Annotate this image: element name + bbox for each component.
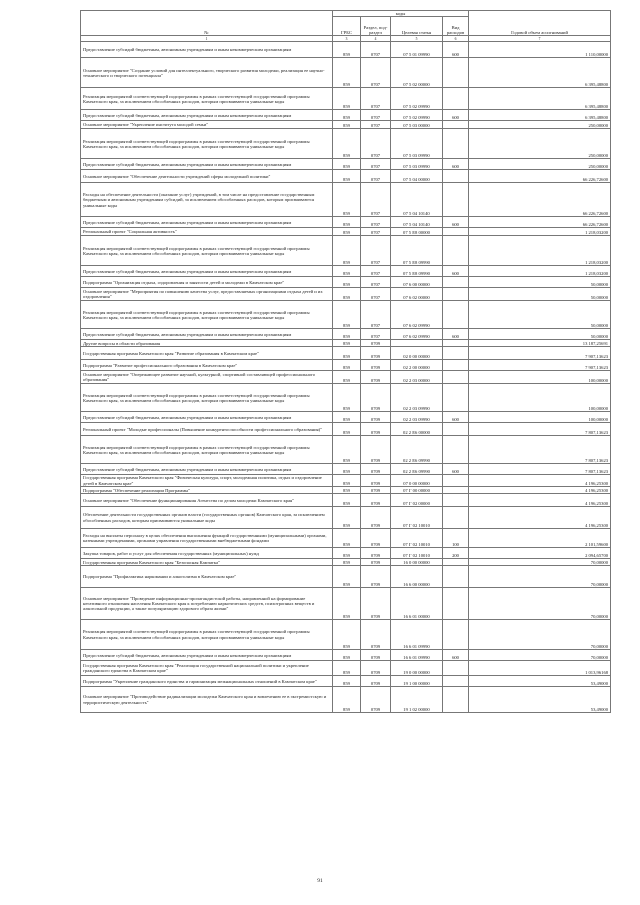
row-amount: 66 226,72600 [469, 217, 611, 228]
row-grbs: 859 [333, 360, 361, 371]
table-row [81, 42, 611, 58]
table-row [81, 661, 611, 676]
row-target-article: 16 6 00 00000 [391, 566, 443, 588]
row-grbs: 859 [333, 340, 361, 347]
row-name: Реализация мероприятий соответствующей подпрограммы в рамках соответствующей государственной программы Камчатского края, за исключением обособленных расходов, которым присваиваются уникальные коды [81, 129, 333, 159]
row-grbs: 859 [333, 288, 361, 301]
row-grbs: 859 [333, 588, 361, 620]
row-expense-type: 600 [443, 217, 469, 228]
table-row [81, 360, 611, 371]
row-amount: 100,00000 [469, 371, 611, 384]
row-razdel: 0709 [361, 676, 391, 687]
row-target-article: 02 2 00 00000 [391, 360, 443, 371]
row-grbs: 859 [333, 475, 361, 487]
row-target-article: 19 0 00 00000 [391, 661, 443, 676]
table-row [81, 494, 611, 507]
row-name: Подпрограмма "Обеспечение реализации Программы" [81, 487, 333, 494]
row-name: Предоставление субсидий бюджетным, автономным учреждениям и иным некоммерческим организациям [81, 159, 333, 170]
row-target-article: 16 6 01 09990 [391, 650, 443, 661]
row-name: Предоставление субсидий бюджетным, автономным учреждениям и иным некоммерческим организациям [81, 110, 333, 121]
row-target-article: 07 5 E8 09990 [391, 266, 443, 277]
row-grbs: 859 [333, 559, 361, 566]
table-row [81, 588, 611, 620]
row-name: Обеспечение деятельности государственных органов власти (государственных органов) Камчатского края, за исключением обособленных расходов, которым присваиваются уникальные коды [81, 507, 333, 529]
row-target-article: 07 5 E8 00000 [391, 228, 443, 236]
row-target-article: 07 Г 02 00000 [391, 494, 443, 507]
table-row [81, 423, 611, 436]
row-name: Предоставление субсидий бюджетным, автономным учреждениям и иным некоммерческим организациям [81, 650, 333, 661]
row-target-article: 02 0 00 00000 [391, 347, 443, 360]
header-annual: Годовой объем ассигнований [469, 11, 611, 36]
row-expense-type [443, 58, 469, 88]
row-expense-type [443, 236, 469, 266]
table-row [81, 88, 611, 110]
row-target-article: 02 2 E6 09990 [391, 436, 443, 464]
row-target-article: 07 5 01 09990 [391, 42, 443, 58]
row-expense-type [443, 423, 469, 436]
row-name: Основное мероприятие "Опережающее развитие научной, культурной, спортивной составляющей профессионального образования" [81, 371, 333, 384]
table-row [81, 301, 611, 329]
table-row [81, 384, 611, 412]
row-grbs: 859 [333, 42, 361, 58]
table-row [81, 412, 611, 423]
row-target-article: 07 5 04 00000 [391, 170, 443, 183]
row-expense-type [443, 340, 469, 347]
row-expense-type [443, 384, 469, 412]
row-amount: 6 395,48800 [469, 58, 611, 88]
header-razdel: Раздел, под-раздел [361, 17, 391, 36]
row-razdel: 0709 [361, 494, 391, 507]
row-target-article: 07 5 04 10140 [391, 183, 443, 217]
row-razdel: 0707 [361, 42, 391, 58]
table-row [81, 650, 611, 661]
table-row [81, 277, 611, 288]
row-grbs: 859 [333, 170, 361, 183]
row-razdel: 0709 [361, 487, 391, 494]
row-target-article: 02 2 03 09990 [391, 412, 443, 423]
row-grbs: 859 [333, 58, 361, 88]
row-expense-type [443, 507, 469, 529]
row-expense-type: 600 [443, 266, 469, 277]
row-name: Государственная программа Камчатского края "Реализация государственной национальной политики и укрепление гражданского единства в Камчатском крае" [81, 661, 333, 676]
row-name: Предоставление субсидий бюджетным, автономным учреждениям и иным некоммерческим организациям [81, 464, 333, 475]
row-grbs: 859 [333, 266, 361, 277]
table-row [81, 329, 611, 340]
row-name: Предоставление субсидий бюджетным, автономным учреждениям и иным некоммерческим организациям [81, 412, 333, 423]
row-grbs: 859 [333, 236, 361, 266]
row-name: Закупка товаров, работ и услуг для обеспечения государственных (муниципальных) нужд [81, 548, 333, 559]
header-vr: Вид расходов [443, 17, 469, 36]
row-grbs: 859 [333, 412, 361, 423]
row-amount: 7 807,13623 [469, 464, 611, 475]
row-expense-type [443, 566, 469, 588]
row-razdel: 0709 [361, 566, 391, 588]
row-razdel: 0707 [361, 183, 391, 217]
row-name: Региональный проект "Молодые профессионалы (Повышение конкурентоспособности профессионального образования)" [81, 423, 333, 436]
row-amount: 53,49000 [469, 676, 611, 687]
row-target-article: 02 2 03 09990 [391, 384, 443, 412]
row-razdel: 0709 [361, 529, 391, 548]
row-expense-type: 100 [443, 529, 469, 548]
row-name: Реализация мероприятий соответствующей подпрограммы в рамках соответствующей государственной программы Камчатского края, за исключением обособленных расходов, которым присваиваются уникальные коды [81, 620, 333, 650]
row-target-article: 07 Г 02 10010 [391, 529, 443, 548]
row-target-article: 07 5 E8 09990 [391, 236, 443, 266]
table-row [81, 464, 611, 475]
budget-sheet [80, 10, 610, 713]
row-razdel: 0707 [361, 329, 391, 340]
table-row [81, 228, 611, 236]
row-target-article: 16 6 01 00000 [391, 588, 443, 620]
header-csr: Целевая статья [391, 17, 443, 36]
table-row [81, 183, 611, 217]
row-target-article: 02 2 03 00000 [391, 371, 443, 384]
row-name: Предоставление субсидий бюджетным, автономным учреждениям и иным некоммерческим организациям [81, 42, 333, 58]
row-name: Основное мероприятие "Обеспечение деятельности учреждений сферы молодежной политики" [81, 170, 333, 183]
table-row [81, 548, 611, 559]
row-grbs: 859 [333, 566, 361, 588]
row-name: Реализация мероприятий соответствующей подпрограммы в рамках соответствующей государственной программы Камчатского края, за исключением обособленных расходов, которым присваиваются уникальные коды [81, 88, 333, 110]
row-name: Основное мероприятие "Обеспечение функционирования Агентства по делам молодежи Камчатского края" [81, 494, 333, 507]
table-row [81, 129, 611, 159]
row-grbs: 859 [333, 129, 361, 159]
row-name: Реализация мероприятий соответствующей подпрограммы в рамках соответствующей государственной программы Камчатского края, за исключением обособленных расходов, которым присваиваются уникальные коды [81, 236, 333, 266]
budget-table [80, 10, 611, 713]
row-grbs: 859 [333, 661, 361, 676]
row-name: Подпрограмма "Профилактика наркомании и алкоголизма в Камчатском крае" [81, 566, 333, 588]
row-razdel: 0707 [361, 288, 391, 301]
row-grbs: 859 [333, 183, 361, 217]
row-grbs: 859 [333, 423, 361, 436]
row-expense-type: 600 [443, 159, 469, 170]
row-amount: 50,00000 [469, 329, 611, 340]
row-grbs: 859 [333, 494, 361, 507]
table-row [81, 121, 611, 129]
table-row [81, 159, 611, 170]
row-expense-type [443, 494, 469, 507]
row-grbs: 859 [333, 110, 361, 121]
row-amount: 50,00000 [469, 288, 611, 301]
row-expense-type: 200 [443, 548, 469, 559]
row-amount: 7 907,13623 [469, 347, 611, 360]
row-razdel: 0709 [361, 650, 391, 661]
header-index: 6 [443, 36, 469, 42]
table-row [81, 436, 611, 464]
row-razdel: 0709 [361, 661, 391, 676]
row-grbs: 859 [333, 228, 361, 236]
row-grbs: 859 [333, 277, 361, 288]
row-name: Основное мероприятие "Противодействие радикализации молодежи Камчатского края и вовлечению ее в экстремистскую и террористическую деятельность" [81, 687, 333, 713]
row-expense-type [443, 347, 469, 360]
row-razdel: 0707 [361, 88, 391, 110]
row-expense-type [443, 129, 469, 159]
table-row [81, 687, 611, 713]
header-index: 5 [391, 36, 443, 42]
row-target-article: 07 5 02 00000 [391, 58, 443, 88]
row-expense-type [443, 588, 469, 620]
header-index: 7 [469, 36, 611, 42]
row-expense-type [443, 559, 469, 566]
row-grbs: 859 [333, 620, 361, 650]
row-amount: 2 101,59600 [469, 529, 611, 548]
row-grbs: 859 [333, 121, 361, 129]
row-name: Государственная программа Камчатского края "Безопасная Камчатка" [81, 559, 333, 566]
row-name: Другие вопросы в области образования [81, 340, 333, 347]
table-row [81, 676, 611, 687]
row-amount: 2 094,65700 [469, 548, 611, 559]
row-target-article: 07 6 00 00000 [391, 277, 443, 288]
table-body [81, 42, 611, 713]
row-grbs: 859 [333, 436, 361, 464]
row-target-article [391, 340, 443, 347]
row-target-article: 07 6 02 09990 [391, 301, 443, 329]
row-grbs: 859 [333, 371, 361, 384]
row-expense-type [443, 301, 469, 329]
row-amount: 53,49000 [469, 687, 611, 713]
row-expense-type [443, 121, 469, 129]
row-target-article: 16 0 00 00000 [391, 559, 443, 566]
row-amount: 1 218,03200 [469, 236, 611, 266]
page-number: 91 [317, 878, 323, 884]
row-target-article: 07 5 02 09990 [391, 88, 443, 110]
row-amount: 66 226,72600 [469, 183, 611, 217]
table-row [81, 529, 611, 548]
row-razdel: 0709 [361, 384, 391, 412]
row-name: Основное мероприятие "Создание условий для интеллектуального, творческого развития молодежи, реализация ее научно-технического и творческого потенциала" [81, 58, 333, 88]
row-grbs: 859 [333, 687, 361, 713]
row-target-article: 02 2 E6 09990 [391, 464, 443, 475]
row-razdel: 0707 [361, 159, 391, 170]
row-grbs: 859 [333, 217, 361, 228]
row-target-article: 07 Г 00 00000 [391, 487, 443, 494]
table-header [81, 11, 611, 42]
table-row [81, 110, 611, 121]
row-razdel: 0707 [361, 129, 391, 159]
row-grbs: 859 [333, 507, 361, 529]
row-name: Основное мероприятие "Мероприятия по повышению качества услуг, предоставляемых организациями отдыха детей и их оздоровления" [81, 288, 333, 301]
row-grbs: 859 [333, 676, 361, 687]
table-row [81, 347, 611, 360]
row-grbs: 859 [333, 88, 361, 110]
row-name: Расходы на выплаты персоналу в целях обеспечения выполнения функций государственными (муниципальными) органами, казенными учреждениями, органами управления государственными внебюджетными фондами [81, 529, 333, 548]
row-expense-type: 600 [443, 650, 469, 661]
table-row [81, 266, 611, 277]
row-razdel: 0709 [361, 412, 391, 423]
row-name: Основное мероприятие "Укрепление института молодой семьи" [81, 121, 333, 129]
row-target-article: 07 Г 02 10010 [391, 548, 443, 559]
table-row [81, 371, 611, 384]
row-target-article: 19 1 02 00000 [391, 687, 443, 713]
row-amount: 1 110,00000 [469, 42, 611, 58]
row-expense-type: 600 [443, 464, 469, 475]
row-expense-type [443, 371, 469, 384]
row-amount: 70,00000 [469, 588, 611, 620]
row-target-article: 07 5 03 09990 [391, 129, 443, 159]
table-row [81, 487, 611, 494]
row-amount: 250,00000 [469, 159, 611, 170]
header-num: № [81, 11, 333, 36]
table-row [81, 217, 611, 228]
row-grbs: 859 [333, 384, 361, 412]
row-grbs: 859 [333, 301, 361, 329]
row-target-article: 16 6 01 09990 [391, 620, 443, 650]
row-grbs: 859 [333, 159, 361, 170]
row-amount: 100,00000 [469, 384, 611, 412]
row-name: Предоставление субсидий бюджетным, автономным учреждениям и иным некоммерческим организациям [81, 329, 333, 340]
row-expense-type [443, 277, 469, 288]
table-row [81, 288, 611, 301]
row-expense-type: 600 [443, 110, 469, 121]
row-razdel: 0707 [361, 236, 391, 266]
row-name: Государственная программа Камчатского края "Физическая культура, спорт, молодежная политика, отдых и оздоровление детей в Камчатском крае" [81, 475, 333, 487]
row-razdel: 0707 [361, 110, 391, 121]
row-razdel: 0709 [361, 687, 391, 713]
row-name: Реализация мероприятий соответствующей подпрограммы в рамках соответствующей государственной программы Камчатского края, за исключением обособленных расходов, которым присваиваются уникальные коды [81, 301, 333, 329]
row-expense-type [443, 228, 469, 236]
row-expense-type: 600 [443, 412, 469, 423]
row-expense-type [443, 475, 469, 487]
header-index: 4 [361, 36, 391, 42]
row-amount: 70,00000 [469, 566, 611, 588]
row-amount: 250,00000 [469, 129, 611, 159]
table-row [81, 566, 611, 588]
row-amount: 100,00000 [469, 412, 611, 423]
row-razdel: 0707 [361, 217, 391, 228]
row-grbs: 859 [333, 329, 361, 340]
row-razdel: 0709 [361, 588, 391, 620]
row-expense-type: 600 [443, 42, 469, 58]
row-name: Предоставление субсидий бюджетным, автономным учреждениям и иным некоммерческим организациям [81, 266, 333, 277]
row-razdel: 0707 [361, 228, 391, 236]
table-row [81, 620, 611, 650]
row-target-article: 07 Г 02 10010 [391, 507, 443, 529]
row-expense-type [443, 620, 469, 650]
table-row [81, 559, 611, 566]
row-expense-type [443, 676, 469, 687]
row-grbs: 859 [333, 347, 361, 360]
row-name: Предоставление субсидий бюджетным, автономным учреждениям и иным некоммерческим организациям [81, 217, 333, 228]
row-amount: 4 196,25300 [469, 487, 611, 494]
row-amount: 4 196,25300 [469, 475, 611, 487]
row-razdel: 0709 [361, 347, 391, 360]
row-razdel: 0707 [361, 58, 391, 88]
row-razdel: 0709 [361, 464, 391, 475]
row-target-article: 07 6 02 09990 [391, 329, 443, 340]
row-name: Расходы на обеспечение деятельности (оказание услуг) учреждений, в том числе на предоставление государственным бюджетным и автономным учреждениям субсидий, за исключением обособленных расходов, которым присваиваются уникальные коды [81, 183, 333, 217]
row-amount: 66 226,72600 [469, 170, 611, 183]
row-name: Реализация мероприятий соответствующей подпрограммы в рамках соответствующей государственной программы Камчатского края, за исключением обособленных расходов, которым присваиваются уникальные коды [81, 436, 333, 464]
row-expense-type [443, 288, 469, 301]
row-grbs: 859 [333, 464, 361, 475]
row-amount: 50,00000 [469, 301, 611, 329]
row-razdel: 0707 [361, 266, 391, 277]
row-razdel: 0709 [361, 559, 391, 566]
table-row [81, 170, 611, 183]
row-amount: 1 218,03200 [469, 228, 611, 236]
row-razdel: 0709 [361, 340, 391, 347]
row-expense-type [443, 661, 469, 676]
row-razdel: 0709 [361, 436, 391, 464]
row-razdel: 0709 [361, 548, 391, 559]
row-amount: 6 395,48800 [469, 88, 611, 110]
row-amount: 70,00000 [469, 559, 611, 566]
row-name: Реализация мероприятий соответствующей подпрограммы в рамках соответствующей государственной программы Камчатского края, за исключением обособленных расходов, которым присваиваются уникальные коды [81, 384, 333, 412]
row-razdel: 0707 [361, 121, 391, 129]
row-amount: 7 907,13623 [469, 360, 611, 371]
table-row [81, 340, 611, 347]
row-razdel: 0707 [361, 170, 391, 183]
row-amount: 1 218,03200 [469, 266, 611, 277]
row-target-article: 19 1 00 00000 [391, 676, 443, 687]
header-index: 1 [81, 36, 333, 42]
row-amount: 6 395,48800 [469, 110, 611, 121]
row-expense-type [443, 88, 469, 110]
header-index: 3 [333, 36, 361, 42]
row-target-article: 07 5 03 00000 [391, 121, 443, 129]
row-target-article: 07 0 00 00000 [391, 475, 443, 487]
row-target-article: 07 5 03 09990 [391, 159, 443, 170]
row-name: Подпрограмма "Укрепление гражданского единства и гармонизация межнациональных отношений в Камчатском крае" [81, 676, 333, 687]
row-razdel: 0709 [361, 423, 391, 436]
row-amount: 7 807,13623 [469, 423, 611, 436]
header-grbs: ГРБС [333, 17, 361, 36]
row-amount: 1 013,96168 [469, 661, 611, 676]
row-amount: 13 187,25691 [469, 340, 611, 347]
table-row [81, 236, 611, 266]
row-amount: 70,00000 [469, 620, 611, 650]
row-expense-type: 600 [443, 329, 469, 340]
row-name: Региональный проект "Социальная активность" [81, 228, 333, 236]
row-target-article: 07 6 02 00000 [391, 288, 443, 301]
row-expense-type [443, 183, 469, 217]
row-razdel: 0707 [361, 301, 391, 329]
row-amount: 4 196,25300 [469, 494, 611, 507]
row-name: Подпрограмма "Организация отдыха, оздоровления и занятости детей и молодежи в Камчатском крае" [81, 277, 333, 288]
row-amount: 4 196,25300 [469, 507, 611, 529]
row-expense-type [443, 436, 469, 464]
row-amount: 70,00000 [469, 650, 611, 661]
row-expense-type [443, 687, 469, 713]
row-amount: 250,00000 [469, 121, 611, 129]
row-razdel: 0709 [361, 507, 391, 529]
table-row [81, 475, 611, 487]
row-amount: 7 807,13623 [469, 436, 611, 464]
row-grbs: 859 [333, 487, 361, 494]
row-amount: 50,00000 [469, 277, 611, 288]
row-grbs: 859 [333, 650, 361, 661]
row-expense-type [443, 170, 469, 183]
row-name: Подпрограмма "Развитие профессионального образования в Камчатском крае" [81, 360, 333, 371]
row-expense-type [443, 360, 469, 371]
row-expense-type [443, 487, 469, 494]
header-codes: коды [333, 11, 469, 17]
row-name: Основное мероприятие "Проведение информационно-пропагандистской работы, направленной на формирование негативного отношения населения Камчатского края к потреблению наркотических средств, психотропных веществ и алкогольной продукции, а также популяризацию здорового образа жизни" [81, 588, 333, 620]
row-grbs: 859 [333, 548, 361, 559]
row-razdel: 0709 [361, 620, 391, 650]
row-target-article: 02 2 E6 00000 [391, 423, 443, 436]
row-razdel: 0709 [361, 360, 391, 371]
table-row [81, 58, 611, 88]
table-row [81, 507, 611, 529]
row-target-article: 07 5 02 09990 [391, 110, 443, 121]
row-razdel: 0707 [361, 277, 391, 288]
row-grbs: 859 [333, 529, 361, 548]
row-name: Государственная программа Камчатского края "Развитие образования в Камчатском крае" [81, 347, 333, 360]
row-razdel: 0709 [361, 371, 391, 384]
row-target-article: 07 5 04 10140 [391, 217, 443, 228]
row-razdel: 0709 [361, 475, 391, 487]
